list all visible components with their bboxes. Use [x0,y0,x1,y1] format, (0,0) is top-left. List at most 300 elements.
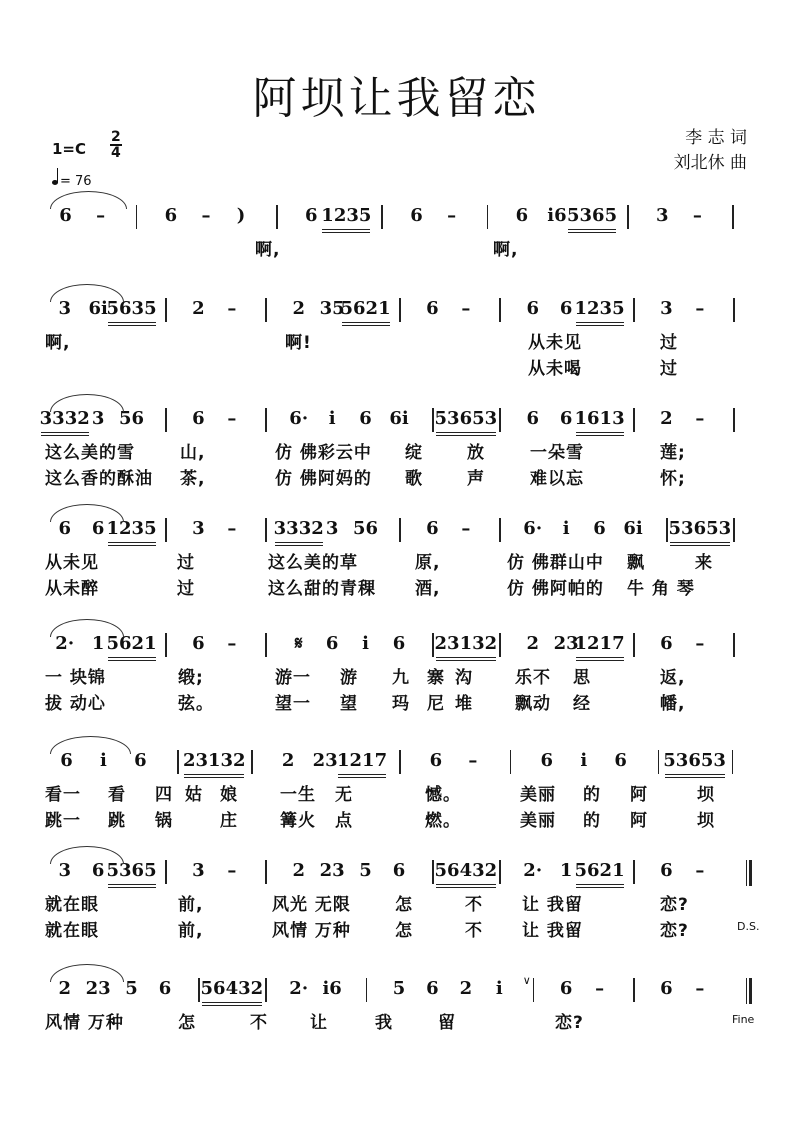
barline [265,860,267,884]
lyric-verse-1: 啊, [255,240,281,260]
barline [136,205,138,229]
note-group: 6i [389,408,409,429]
barline [732,750,734,774]
sustain-dash: – [695,408,705,429]
slur-arc [50,736,131,754]
note-group: 3 [325,518,339,539]
note-group: 23132 [182,750,246,771]
lyric-verse-2: 就在眼 [45,921,99,941]
barline [733,408,735,432]
note-group: i [99,750,107,771]
note-group: 6i [623,518,643,539]
beam-underline [322,229,370,230]
lyric-verse-2: 歌 [405,469,423,489]
sustain-dash: – [227,518,237,539]
sustain-dash: – [227,298,237,319]
barline [499,408,501,432]
barline [265,408,267,432]
beam-underline [576,432,624,433]
lyric-verse-1: 沟 [455,668,473,688]
barline [165,408,167,432]
lyric-verse-1: 怎 [178,1013,196,1033]
beam-underline [108,887,156,888]
lyric-verse-1: 从未见 [528,333,582,353]
note-group: 35 [319,298,345,319]
note-group: 𝄋 [294,633,303,654]
note-group: 6 [614,750,627,771]
note-group: 6 [426,518,439,539]
lyric-verse-1: 姑 [185,785,203,805]
beam-underline [576,322,624,323]
breath-mark: ∨ [522,974,531,987]
lyric-verse-1: 坝 [697,785,715,805]
note-group: 6 [426,978,439,999]
lyric-verse-1: 过 [177,553,195,573]
tempo-value: = 76 [60,174,92,189]
note-group: 5621 [574,860,625,881]
lyric-verse-1: 啊! [285,333,312,353]
note-group: 6 [192,633,205,654]
barline [499,518,501,542]
lyric-verse-2: 拔 动心 [45,694,106,714]
note-group: 6· [289,408,309,429]
beam-underline [184,774,244,775]
beam-underline [576,884,624,885]
note-group: 23 [85,978,111,999]
lyric-verse-1: 一生 [280,785,316,805]
note-group: 2 [192,298,205,319]
lyric-verse-1: 恋? [555,1013,584,1033]
note-group: 6· [523,518,543,539]
barline [633,860,635,884]
note-group: i [328,408,336,429]
beam-underline [202,1002,262,1003]
note-group: 5621 [340,298,391,319]
lyric-verse-1: 风情 万种 [45,1013,124,1033]
lyric-verse-1: 这么美的雪 [45,443,135,463]
note-group: 2 [526,633,539,654]
lyric-verse-2: 从未喝 [528,359,582,379]
note-group: 6 [410,205,423,226]
note-group: 1217 [336,750,388,771]
lyric-verse-1: 思 [573,668,591,688]
note-group: 23132 [434,633,498,654]
lyric-verse-1: 一朵雪 [530,443,584,463]
note-group: 3 [58,298,71,319]
note-group: 3332 [39,408,90,429]
sustain-dash: – [447,205,457,226]
barline [510,750,512,774]
barline [733,633,735,657]
note-group: 3 [192,518,205,539]
slur-arc [50,191,127,209]
note-group: 5 [125,978,138,999]
note-group: 5 [359,860,372,881]
lyric-verse-2: 茶, [180,469,206,489]
sustain-dash: – [595,978,605,999]
slur-arc [50,284,124,302]
beam-underline [436,887,496,888]
beam-underline [108,542,156,543]
beam-underline [670,545,730,546]
barline [381,205,383,229]
beam-underline [108,884,156,885]
beam-underline [576,325,624,326]
sustain-dash: – [468,750,478,771]
lyric-verse-1: 缎; [178,668,204,688]
beam-underline [576,887,624,888]
note-group: 3 [660,298,673,319]
lyric-verse-2: 声 [467,469,485,489]
lyric-verse-2: 过 [660,359,678,379]
time-signature [110,130,122,160]
lyric-verse-2: 锅 [155,811,173,831]
beam-underline [108,660,156,661]
barline [732,205,734,229]
barline [533,978,535,1002]
barline [627,205,629,229]
barline [399,298,401,322]
lyric-verse-1: 九 [392,668,410,688]
lyric-verse-1: 看 [108,785,126,805]
quarter-note-icon [52,180,58,185]
note-group: 3 [58,860,71,881]
lyric-verse-1: 让 [310,1013,328,1033]
note-group: 23 [312,750,338,771]
lyric-verse-2: 飘动 [515,694,551,714]
note-group: 2 [292,860,305,881]
tempo-marking [52,174,92,189]
beam-underline [41,432,89,433]
note-group: 6 [559,978,573,999]
lyric-verse-2: 望 [340,694,358,714]
lyric-verse-1: 从未见 [45,553,99,573]
note-group: 1613 [574,408,625,429]
beam-underline [338,774,386,775]
lyric-verse-2: 玛 [392,694,410,714]
key-signature: 1=C [52,140,87,158]
barline [487,205,489,229]
lyric-verse-2: 坝 [697,811,715,831]
lyric-verse-2: 这么香的酥油 [45,469,153,489]
note-group: 6 [660,633,673,654]
beam-underline [108,322,156,323]
barline [177,750,179,774]
barline [265,633,267,657]
sustain-dash: – [201,205,211,226]
note-group: 3332 [273,518,324,539]
lyric-verse-2: 恋? [660,921,689,941]
lyric-verse-1: 啊, [493,240,519,260]
note-group: 6 [660,978,673,999]
lyric-verse-1: 寨 [427,668,445,688]
lyric-verse-1: 绽 [405,443,423,463]
lyric-verse-2: 让 我留 [522,921,583,941]
slur-arc [50,846,124,864]
lyric-verse-1: 原, [415,553,441,573]
slur-arc [50,394,124,412]
note-group: 6 [325,633,339,654]
sustain-dash: – [695,298,705,319]
barline [366,978,368,1002]
barline [633,633,635,657]
sustain-dash: – [227,860,237,881]
beam-underline [576,435,624,436]
lyric-verse-2: 堆 [455,694,473,714]
note-group: 6 [426,298,439,319]
note-group: 6 [59,205,72,226]
lyric-verse-1: 莲; [660,443,686,463]
beam-underline [338,777,386,778]
lyric-verse-2: 过 [177,579,195,599]
lyric-verse-1: 过 [660,333,678,353]
beam-underline [436,435,496,436]
barline [165,518,167,542]
note-group: 2 [459,978,473,999]
note-group: 6 [526,298,539,319]
sustain-dash: – [695,633,705,654]
note-group: 5365 [106,860,157,881]
lyric-verse-1: 留 [438,1013,456,1033]
beam-underline [576,660,624,661]
note-group: 5365 [566,205,618,226]
lyric-verse-1: 无 [335,785,353,805]
lyric-verse-2: 前, [178,921,204,941]
note-group: 2· [55,633,75,654]
note-group: i [495,978,503,999]
note-group: 56 [119,408,145,429]
beam-underline [275,542,323,543]
lyric-verse-2: 仿 佛阿帕的 [507,579,604,599]
note-group: 5635 [106,298,157,319]
beam-underline [202,1005,262,1006]
note-group: 6 [526,408,539,429]
beam-underline [568,232,616,233]
barline [633,298,635,322]
lyric-verse-1: 憾。 [425,785,461,805]
lyric-verse-1: 仿 佛群山中 [507,553,604,573]
beam-underline [322,232,370,233]
beam-underline [436,660,496,661]
note-group: 53653 [434,408,498,429]
note-group: 6 [660,860,673,881]
lyric-verse-2: 尼 [427,694,445,714]
note-group: 6 [559,298,573,319]
note-group: 2 [58,978,71,999]
note-group: 2 [292,298,305,319]
lyric-verse-1: 游一 [275,668,311,688]
lyric-verse-2: 阿 [630,811,648,831]
note-group: i [362,633,369,654]
final-barline [746,978,752,1004]
performance-mark: D.S. [737,920,760,933]
note-group: 1 [559,860,573,881]
repeat-end-barline [746,860,752,886]
lyric-verse-2: 怎 [395,921,413,941]
note-group: i [562,518,570,539]
lyric-verse-1: 怎 [395,895,413,915]
lyric-verse-1: 看一 [45,785,81,805]
beam-underline [670,542,730,543]
slur-arc [50,964,124,982]
lyric-verse-2: 从未醉 [45,579,99,599]
performance-mark: Fine [732,1013,755,1026]
lyric-verse-1: 的 [583,785,601,805]
lyric-verse-2: 怀; [660,469,686,489]
note-group: 2· [289,978,309,999]
beam-underline [41,435,89,436]
lyric-verse-2: 酒, [415,579,441,599]
note-group: 5621 [106,633,157,654]
note-group: 1 [91,633,105,654]
lyric-verse-1: 不 [465,895,483,915]
note-group: i6 [547,205,567,226]
barline [658,750,660,774]
note-group: 6 [134,750,147,771]
lyric-verse-1: 娘 [220,785,238,805]
lyric-verse-2: 篝火 [280,811,316,831]
sustain-dash: – [96,205,106,226]
lyric-verse-2: 风情 万种 [272,921,351,941]
note-group: 6 [60,750,73,771]
lyricist: 李 志 词 [685,128,747,148]
beam-underline [568,229,616,230]
barline [165,633,167,657]
note-group: i [580,750,588,771]
note-group: 3 [655,205,669,226]
note-group: 23 [553,633,579,654]
credits [674,126,747,176]
time-numerator: 2 [111,129,121,145]
note-group: 2· [523,860,543,881]
note-group: 6 [192,408,205,429]
beam-underline [108,325,156,326]
note-group: 6i [88,298,108,319]
sustain-dash: – [461,298,471,319]
note-group: 1235 [106,518,157,539]
page-title: 阿坝让我留恋 [252,73,541,124]
barline [276,205,278,229]
lyric-verse-2: 望一 [275,694,311,714]
lyric-verse-1: 啊, [45,333,71,353]
lyric-verse-2: 美丽 [520,811,556,831]
note-group: 6 [91,860,105,881]
slur-arc [50,504,124,522]
lyric-verse-1: 放 [467,443,485,463]
beam-underline [108,657,156,658]
note-group: 56 [353,518,379,539]
note-group: 1235 [574,298,625,319]
beam-underline [275,545,323,546]
barline [251,750,253,774]
barline [399,518,401,542]
beam-underline [665,774,725,775]
lyric-verse-2: 难以忘 [530,469,584,489]
lyric-verse-1: 返, [660,668,686,688]
beam-underline [576,657,624,658]
lyric-verse-1: 四 [155,785,173,805]
note-group: 6 [392,860,406,881]
note-group: 5 [392,978,406,999]
beam-underline [436,432,496,433]
sustain-dash: – [695,978,705,999]
lyric-verse-2: 跳一 [45,811,81,831]
lyric-verse-1: 阿 [630,785,648,805]
lyric-verse-2: 跳 [108,811,126,831]
beam-underline [342,322,390,323]
note-group: 23 [319,860,345,881]
time-denominator: 4 [111,145,121,161]
note-group: 6 [559,408,573,429]
lyric-verse-1: 乐不 [515,668,551,688]
barline [733,298,735,322]
lyric-verse-2: 牛 角 琴 [627,579,695,599]
sustain-dash: – [461,518,471,539]
lyric-verse-2: 弦。 [178,694,214,714]
note-group: 1217 [574,633,625,654]
sustain-dash: – [227,408,237,429]
note-group: 6 [392,633,406,654]
note-group: 3 [192,860,205,881]
barline [265,978,267,1002]
lyric-verse-1: 恋? [660,895,689,915]
lyric-verse-1: 我 [375,1013,393,1033]
lyric-verse-2: 经 [573,694,591,714]
note-group: 6 [164,205,178,226]
note-group: 6 [593,518,606,539]
barline [733,518,735,542]
beam-underline [436,657,496,658]
note-group: 3 [91,408,105,429]
note-group: 6 [58,518,71,539]
lyric-verse-1: 前, [178,895,204,915]
lyric-verse-1: 一 块锦 [45,668,106,688]
barline [265,298,267,322]
note-group: 56432 [434,860,498,881]
beam-underline [342,325,390,326]
sustain-dash: – [692,205,702,226]
barline [165,860,167,884]
barline [499,860,501,884]
lyric-verse-1: 来 [695,553,713,573]
lyric-verse-2: 的 [583,811,601,831]
barline [399,750,401,774]
note-group: 6 [91,518,105,539]
note-group: 2 [281,750,295,771]
lyric-verse-2: 燃。 [425,811,461,831]
lyric-verse-1: 让 我留 [522,895,583,915]
beam-underline [665,777,725,778]
lyric-verse-1: 仿 佛彩云中 [275,443,372,463]
beam-underline [108,545,156,546]
barline [633,408,635,432]
note-group: 53653 [663,750,726,771]
composer: 刘北休 曲 [673,153,747,173]
lyric-verse-2: 这么甜的青稞 [268,579,376,599]
lyric-verse-2: 幡, [660,694,686,714]
note-group: 6 [158,978,172,999]
lyric-verse-1: 山, [180,443,206,463]
note-group: 6 [540,750,554,771]
sustain-dash: – [227,633,237,654]
lyric-verse-1: 风光 无限 [272,895,351,915]
note-group: 53653 [668,518,732,539]
lyric-verse-2: 仿 佛阿妈的 [275,469,372,489]
barline [265,518,267,542]
barline [633,978,635,1002]
lyric-verse-1: 飘 [627,553,645,573]
note-group: i6 [322,978,342,999]
